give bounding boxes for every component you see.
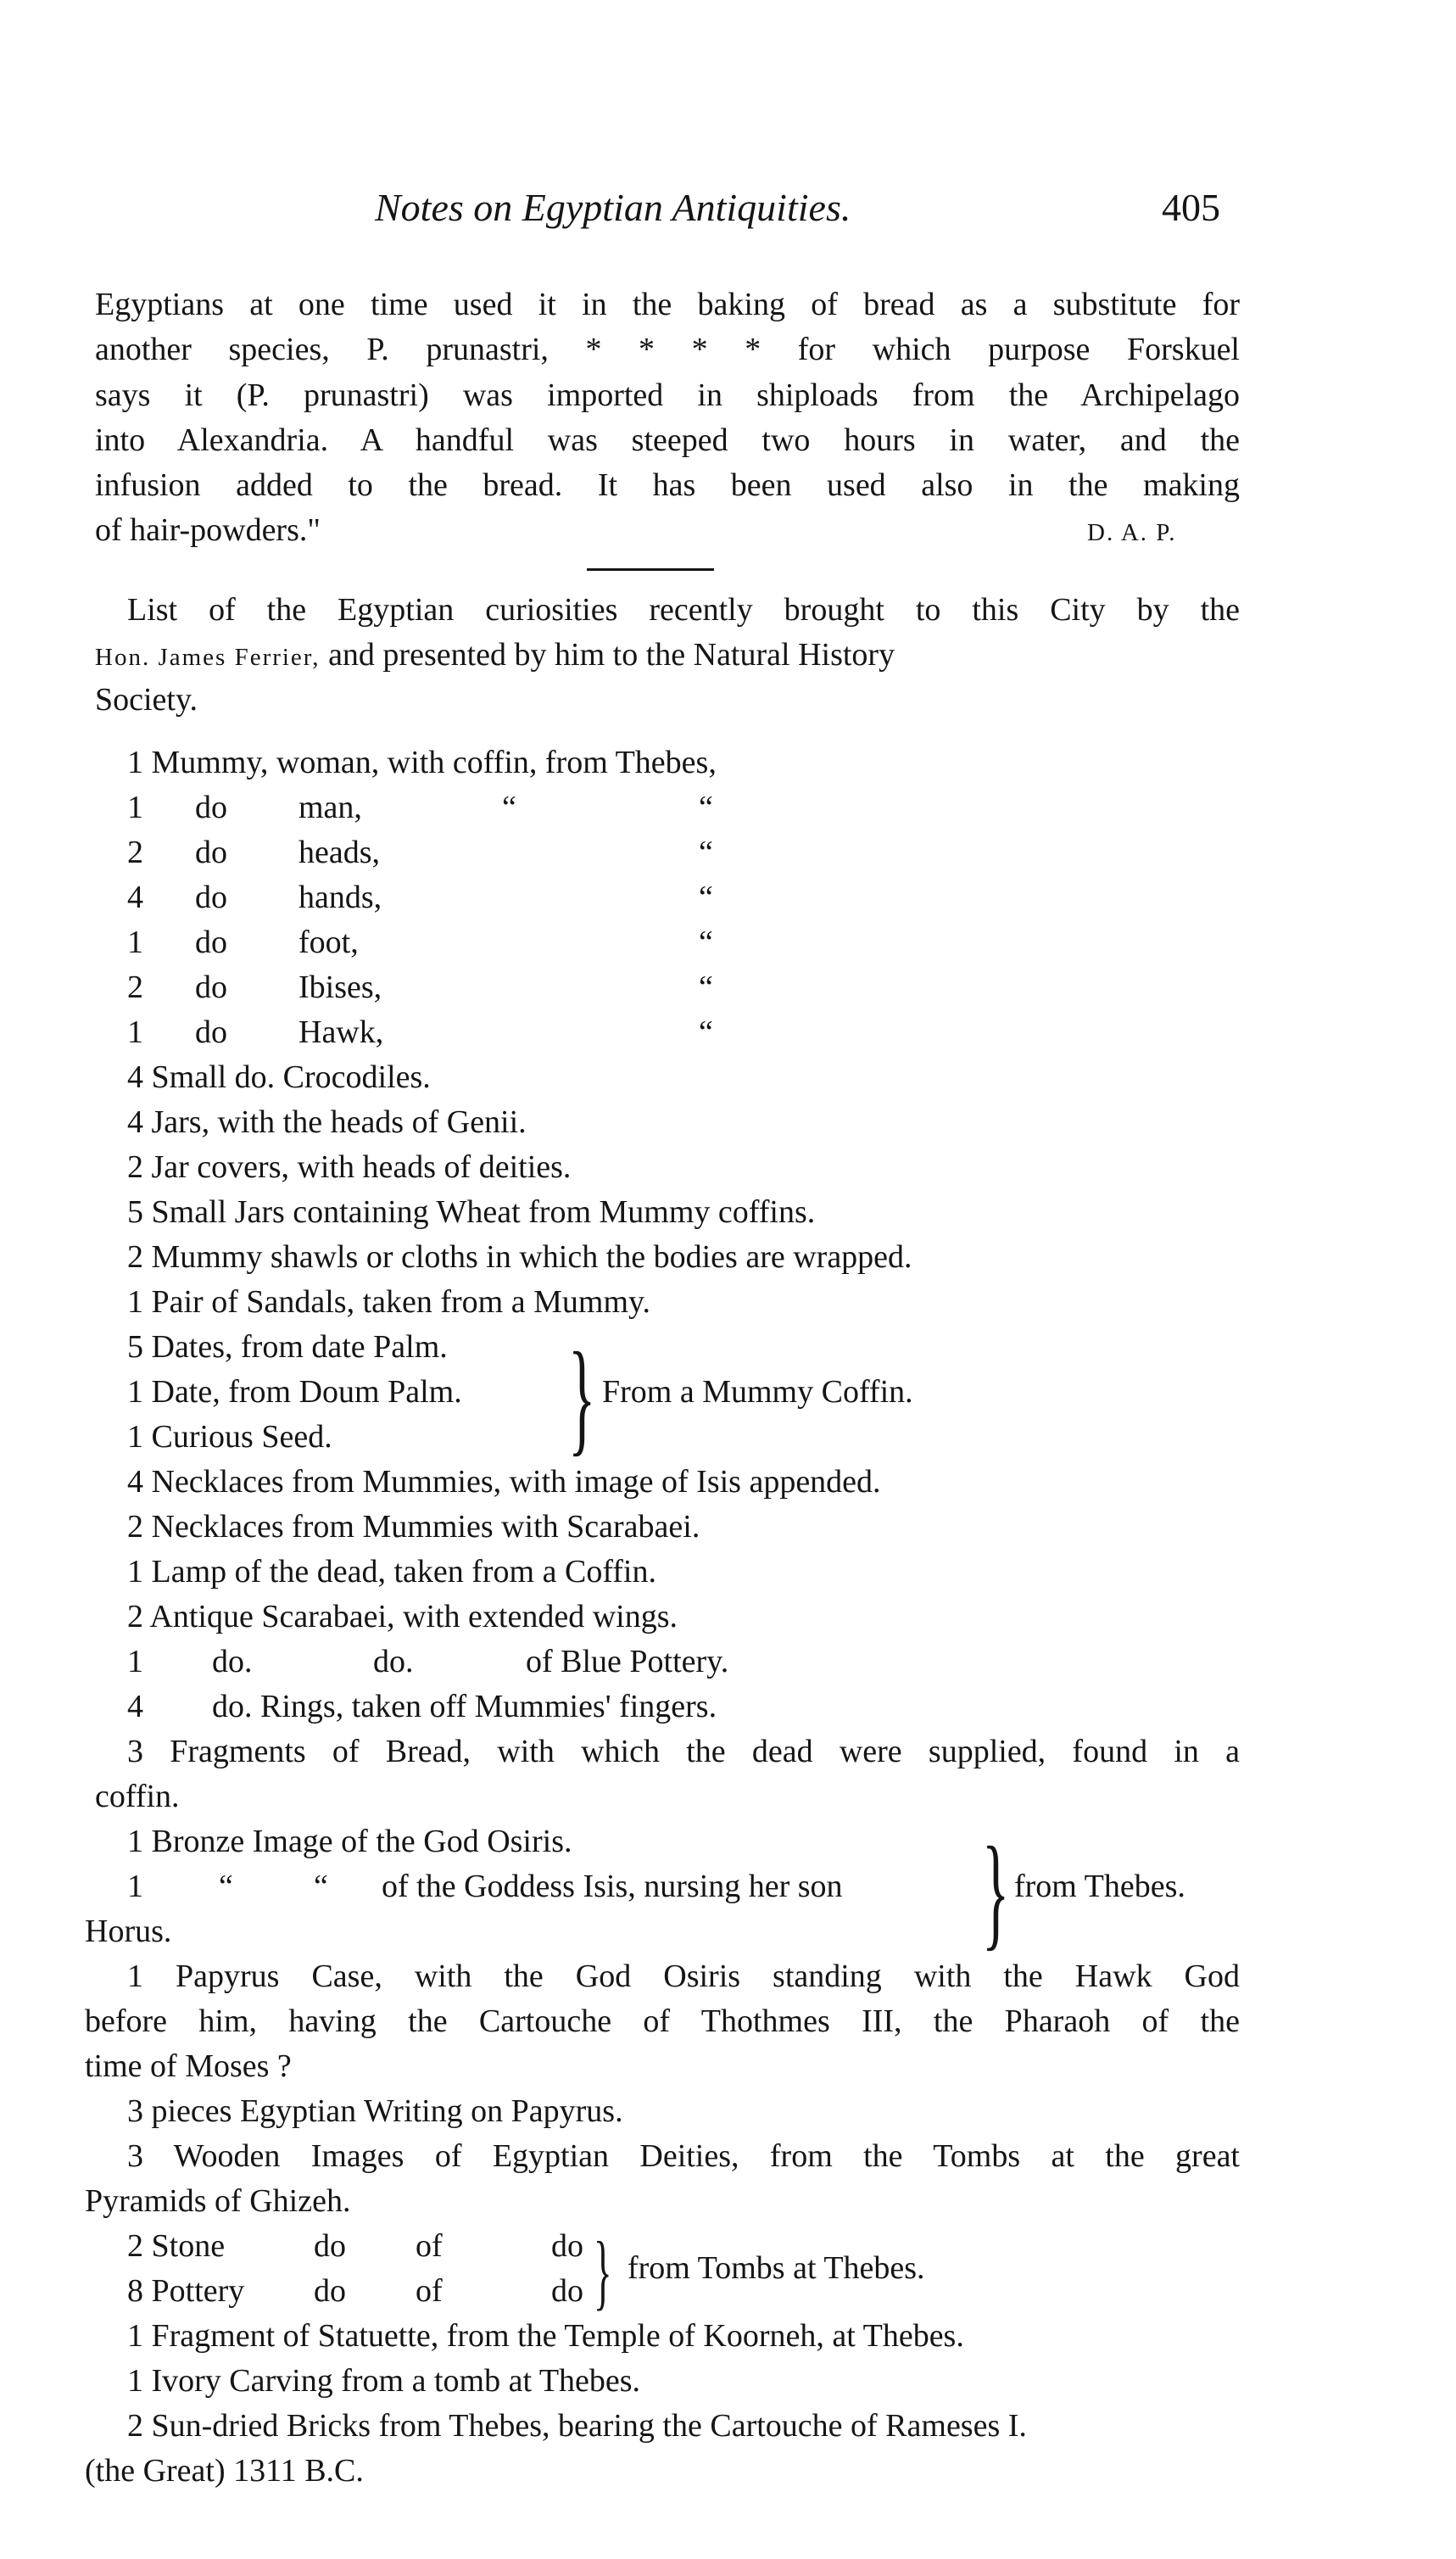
list-item: 1 Ivory Carving from a tomb at Thebes. [127, 2363, 641, 2399]
item-name: of Blue Pottery. [526, 1644, 729, 1679]
item-number: 1 [127, 925, 143, 960]
list-item: 1 Fragment of Statuette, from the Temple of Koorneh, at Thebes. [127, 2318, 964, 2354]
group-note: from Tombs at Thebes. [628, 2250, 925, 2286]
item-name: foot, [298, 925, 359, 960]
list-item: Horus. [85, 1914, 172, 1949]
signature: D. A. P. [1087, 519, 1177, 546]
list-item: 2 Stone [127, 2228, 226, 2264]
intro-line: another species, P. prunastri, * * * * for which purpose Forskuel [95, 332, 1240, 367]
ditto-quote: “ [699, 1014, 713, 1050]
item-name: of [416, 2273, 443, 2309]
item-number: 2 [127, 835, 143, 870]
list-item: 1 Papyrus Case, with the God Osiris standing with the Hawk God [127, 1958, 1240, 1994]
page-number: 405 [1162, 186, 1220, 229]
item-name: man, [298, 790, 362, 825]
list-item: 1 Lamp of the dead, taken from a Coffin. [127, 1554, 656, 1590]
donor-name: Hon. James Ferrier, [95, 644, 321, 671]
right-brace: } [568, 1327, 596, 1467]
ditto-mark: do [314, 2228, 346, 2264]
list-item: 1 Pair of Sandals, taken from a Mummy. [127, 1284, 651, 1320]
list-item: 5 Dates, from date Palm. [127, 1329, 448, 1365]
list-item: 1 Date, from Doum Palm. [127, 1374, 462, 1410]
list-item: 8 Pottery [127, 2273, 245, 2309]
intro-line: infusion added to the bread. It has been used also in the making [95, 467, 1240, 503]
item-number: 4 [127, 880, 143, 915]
item-number: 2 [127, 969, 143, 1005]
group-note: From a Mummy Coffin. [602, 1374, 913, 1410]
ditto-mark: do [195, 1014, 227, 1050]
list-item: 4 Necklaces from Mummies, with image of Isis appended. [127, 1464, 881, 1500]
ditto-quote: “ [699, 925, 713, 960]
running-head-title: Notes on Egyptian Antiquities. [375, 186, 851, 229]
intro-line: says it (P. prunastri) was imported in shiploads from the Archipelago [95, 377, 1240, 413]
ditto-mark: do [195, 835, 227, 870]
list-item: 2 Necklaces from Mummies with Scarabaei. [127, 1509, 700, 1545]
list-intro-line: List of the Egyptian curiosities recently brought to this City by the [127, 592, 1240, 628]
list-item: 2 Mummy shawls or cloths in which the bodies are wrapped. [127, 1239, 912, 1275]
ditto-quote: “ [314, 1869, 328, 1904]
intro-line: of hair-powders." [95, 512, 321, 548]
list-item: 3 pieces Egyptian Writing on Papyrus. [127, 2093, 623, 2129]
item-number: 1 [127, 1869, 143, 1904]
item-number: 1 [127, 790, 143, 825]
ditto-mark: do [195, 790, 227, 825]
list-item: 1 Curious Seed. [127, 1419, 332, 1455]
item-name: of [416, 2228, 443, 2264]
list-item: 3 Fragments of Bread, with which the dead were supplied, found in a [127, 1734, 1240, 1769]
ditto-quote: “ [699, 790, 713, 825]
ditto-quote: “ [219, 1869, 233, 1904]
list-intro-line [95, 639, 895, 671]
ditto-mark: do [195, 969, 227, 1005]
list-item: 1 Bronze Image of the God Osiris. [127, 1824, 572, 1859]
item-number: 1 [127, 1644, 143, 1679]
section-divider [587, 568, 714, 571]
list-item: 4 Small do. Crocodiles. [127, 1059, 431, 1095]
intro-line: Egyptians at one time used it in the baking of bread as a substitute for [95, 287, 1240, 322]
list-intro-text: and presented by him to the Natural History [320, 637, 895, 673]
item-name: Ibises, [298, 969, 382, 1005]
ditto-mark: do [551, 2273, 583, 2309]
list-item: 1 Mummy, woman, with coffin, from Thebes, [127, 745, 717, 780]
ditto-mark: do [314, 2273, 346, 2309]
list-item: before him, having the Cartouche of Thothmes III, the Pharaoh of the [85, 2003, 1240, 2039]
intro-line: into Alexandria. A handful was steeped two hours in water, and the [95, 422, 1240, 458]
ditto-mark: do [195, 880, 227, 915]
ditto-mark: do. [212, 1644, 253, 1679]
item-number: 1 [127, 1014, 143, 1050]
ditto-quote: “ [699, 969, 713, 1005]
list-item: 2 Sun-dried Bricks from Thebes, bearing the Cartouche of Rameses I. [127, 2408, 1027, 2444]
ditto-mark: do. [373, 1644, 414, 1679]
group-note: from Thebes. [1014, 1869, 1185, 1904]
list-item: do. Rings, taken off Mummies' fingers. [212, 1689, 717, 1724]
list-item: (the Great) 1311 B.C. [85, 2453, 364, 2489]
list-intro-line: Society. [95, 682, 198, 718]
list-item: 2 Jar covers, with heads of deities. [127, 1149, 572, 1185]
item-name: Hawk, [298, 1014, 384, 1050]
list-item: Pyramids of Ghizeh. [85, 2183, 351, 2219]
list-item: 2 Antique Scarabaei, with extended wings. [127, 1599, 678, 1634]
item-name: hands, [298, 880, 382, 915]
list-item: 4 Jars, with the heads of Genii. [127, 1104, 527, 1140]
list-item: time of Moses ? [85, 2048, 292, 2084]
ditto-quote: “ [699, 880, 713, 915]
ditto-quote: “ [502, 790, 516, 825]
item-name: heads, [298, 835, 381, 870]
item-number: 4 [127, 1689, 143, 1724]
list-item: of the Goddess Isis, nursing her son [382, 1869, 843, 1904]
ditto-mark: do [195, 925, 227, 960]
list-item: coffin. [95, 1779, 180, 1814]
list-item: 3 Wooden Images of Egyptian Deities, from the Tombs at the great [127, 2138, 1240, 2174]
ditto-quote: “ [699, 835, 713, 870]
list-item: 5 Small Jars containing Wheat from Mummy coffins. [127, 1194, 816, 1230]
ditto-mark: do [551, 2228, 583, 2264]
right-brace: } [594, 2224, 612, 2318]
right-brace: } [982, 1821, 1010, 1962]
